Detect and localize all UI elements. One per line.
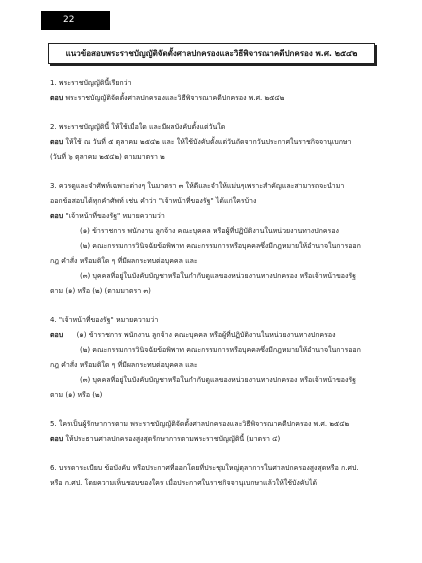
question-2-text: 2. พระราชบัญญัตินี้ ให้ใช้เมื่อใด และมีผลบังคับตั้งแต่วันใด [50,123,226,131]
question-4-item-3: (๓) บุคคลที่อยู่ในบังคับบัญชาหรือในกำกับดูแลของหน่วยงานทางปกครอง หรือเจ้าหน้าของรัฐ [80,376,357,384]
question-3-item-1: (๑) ข้าราชการ พนักงาน ลูกจ้าง คณะบุคคล หรือผู้ที่ปฏิบัติงานในหน่วยงานทางปกครอง [80,227,339,235]
document-title: แนวข้อสอบพระราชบัญญัติจัดตั้งศาลปกครองและวิธีพิจารณาคดีปกครอง พ.ศ. ๒๕๔๒ [48,43,375,64]
question-3-item-3-cont: ตาม (๑) หรือ (๒) (ตามมาตรา ๓) [50,287,151,295]
question-5-text: 5. ใครเป็นผู้รักษาการตาม พระราชบัญญัติจัดตั้งศาลปกครองและวิธีพิจารณาคดีปกครอง พ.ศ. ๒๕๔๒ [50,420,350,428]
question-1 [50,76,380,106]
question-3-item-2-cont: กฎ คำสั่ง หรือมติใด ๆ ที่มีผลกระทบต่อบุคคล และ [50,257,198,265]
document-content [50,76,380,505]
question-6 [50,461,380,491]
question-1-text: 1. พระราชบัญญัตินี้เรียกว่า [50,79,132,87]
question-3 [50,179,380,299]
question-3-item-3: (๓) บุคคลที่อยู่ในบังคับบัญชาหรือในกำกับดูแลของหน่วยงานทางปกครอง หรือเจ้าหน้าของรัฐ [80,272,357,280]
question-4-item-2: (๒) คณะกรรมการวินิจฉัยข้อพิพาท คณะกรรมการหรือบุคคลซึ่งมีกฎหมายให้อำนาจในการออก [80,346,361,354]
question-4-item-3-cont: ตาม (๑) หรือ (๒) [50,391,103,399]
question-5 [50,417,380,447]
question-4-item-2-cont: กฎ คำสั่ง หรือมติใด ๆ ที่มีผลกระทบต่อบุคคล และ [50,361,198,369]
question-3-text: 3. ควรดูและจำศัพท์เฉพาะต่างๆ ในมาตรา ๓ ให้ดีและจำให้แม่นๆเพราะสำคัญและสามารถจะนำมา [50,182,345,190]
question-2-answer: ตอบ ให้ใช้ ณ วันที่ ๕ ตุลาคม ๒๕๔๒ และ ให้ใช้บังคับตั้งแต่วันถัดจากวันประกาศในราชกิจจานุเบกษา [50,138,352,146]
question-3-text-cont: ออกข้อสอบได้ทุกคำศัพท์ เช่น คำว่า "เจ้าหน้าที่ของรัฐ" ได้แก่ใครบ้าง [50,197,257,205]
question-6-text-cont: หรือ ก.ศป. โดยความเห็นชอบของใคร เมื่อประกาศในราชกิจจานุเบกษาแล้วให้ใช้บังคับได้ [50,479,318,487]
question-2 [50,120,380,165]
answer-label: ตอบ [50,331,64,339]
question-3-answer: ตอบ "เจ้าหน้าที่ของรัฐ" หมายความว่า [50,212,165,220]
question-2-answer-cont: (วันที่ ๖ ตุลาคม ๒๕๔๒) ตามมาตรา ๒ [50,153,165,161]
question-6-text: 6. บรรดาระเบียบ ข้อบังคับ หรือประกาศที่ออกโดยที่ประชุมใหญ่ตุลาการในศาลปกครองสูงสุดหรือ ก.ศป. [50,464,359,472]
question-4-answer: ตอบ (๑) ข้าราชการ พนักงาน ลูกจ้าง คณะบุคคล หรือผู้ที่ปฏิบัติงานในหน่วยงานทางปกครอง [50,331,336,339]
answer-label: ตอบ [50,138,64,146]
question-3-item-2: (๒) คณะกรรมการวินิจฉัยข้อพิพาท คณะกรรมการหรือบุคคลซึ่งมีกฎหมายให้อำนาจในการออก [80,242,361,250]
answer-label: ตอบ [50,435,64,443]
question-4-text: 4. "เจ้าหน้าที่ของรัฐ" หมายความว่า [50,316,159,324]
question-4 [50,313,380,403]
answer-label: ตอบ [50,212,64,220]
answer-label: ตอบ [50,94,64,102]
question-5-answer: ตอบ ให้ประธานศาลปกครองสูงสุดรักษาการตามพระราชบัญญัตินี้ (มาตรา ๔) [50,435,281,443]
question-1-answer: ตอบ พระราชบัญญัติจัดตั้งศาลปกครองและวิธีพิจารณาคดีปกครอง พ.ศ. ๒๕๔๒ [50,94,285,102]
page-number: 22 [41,11,110,30]
